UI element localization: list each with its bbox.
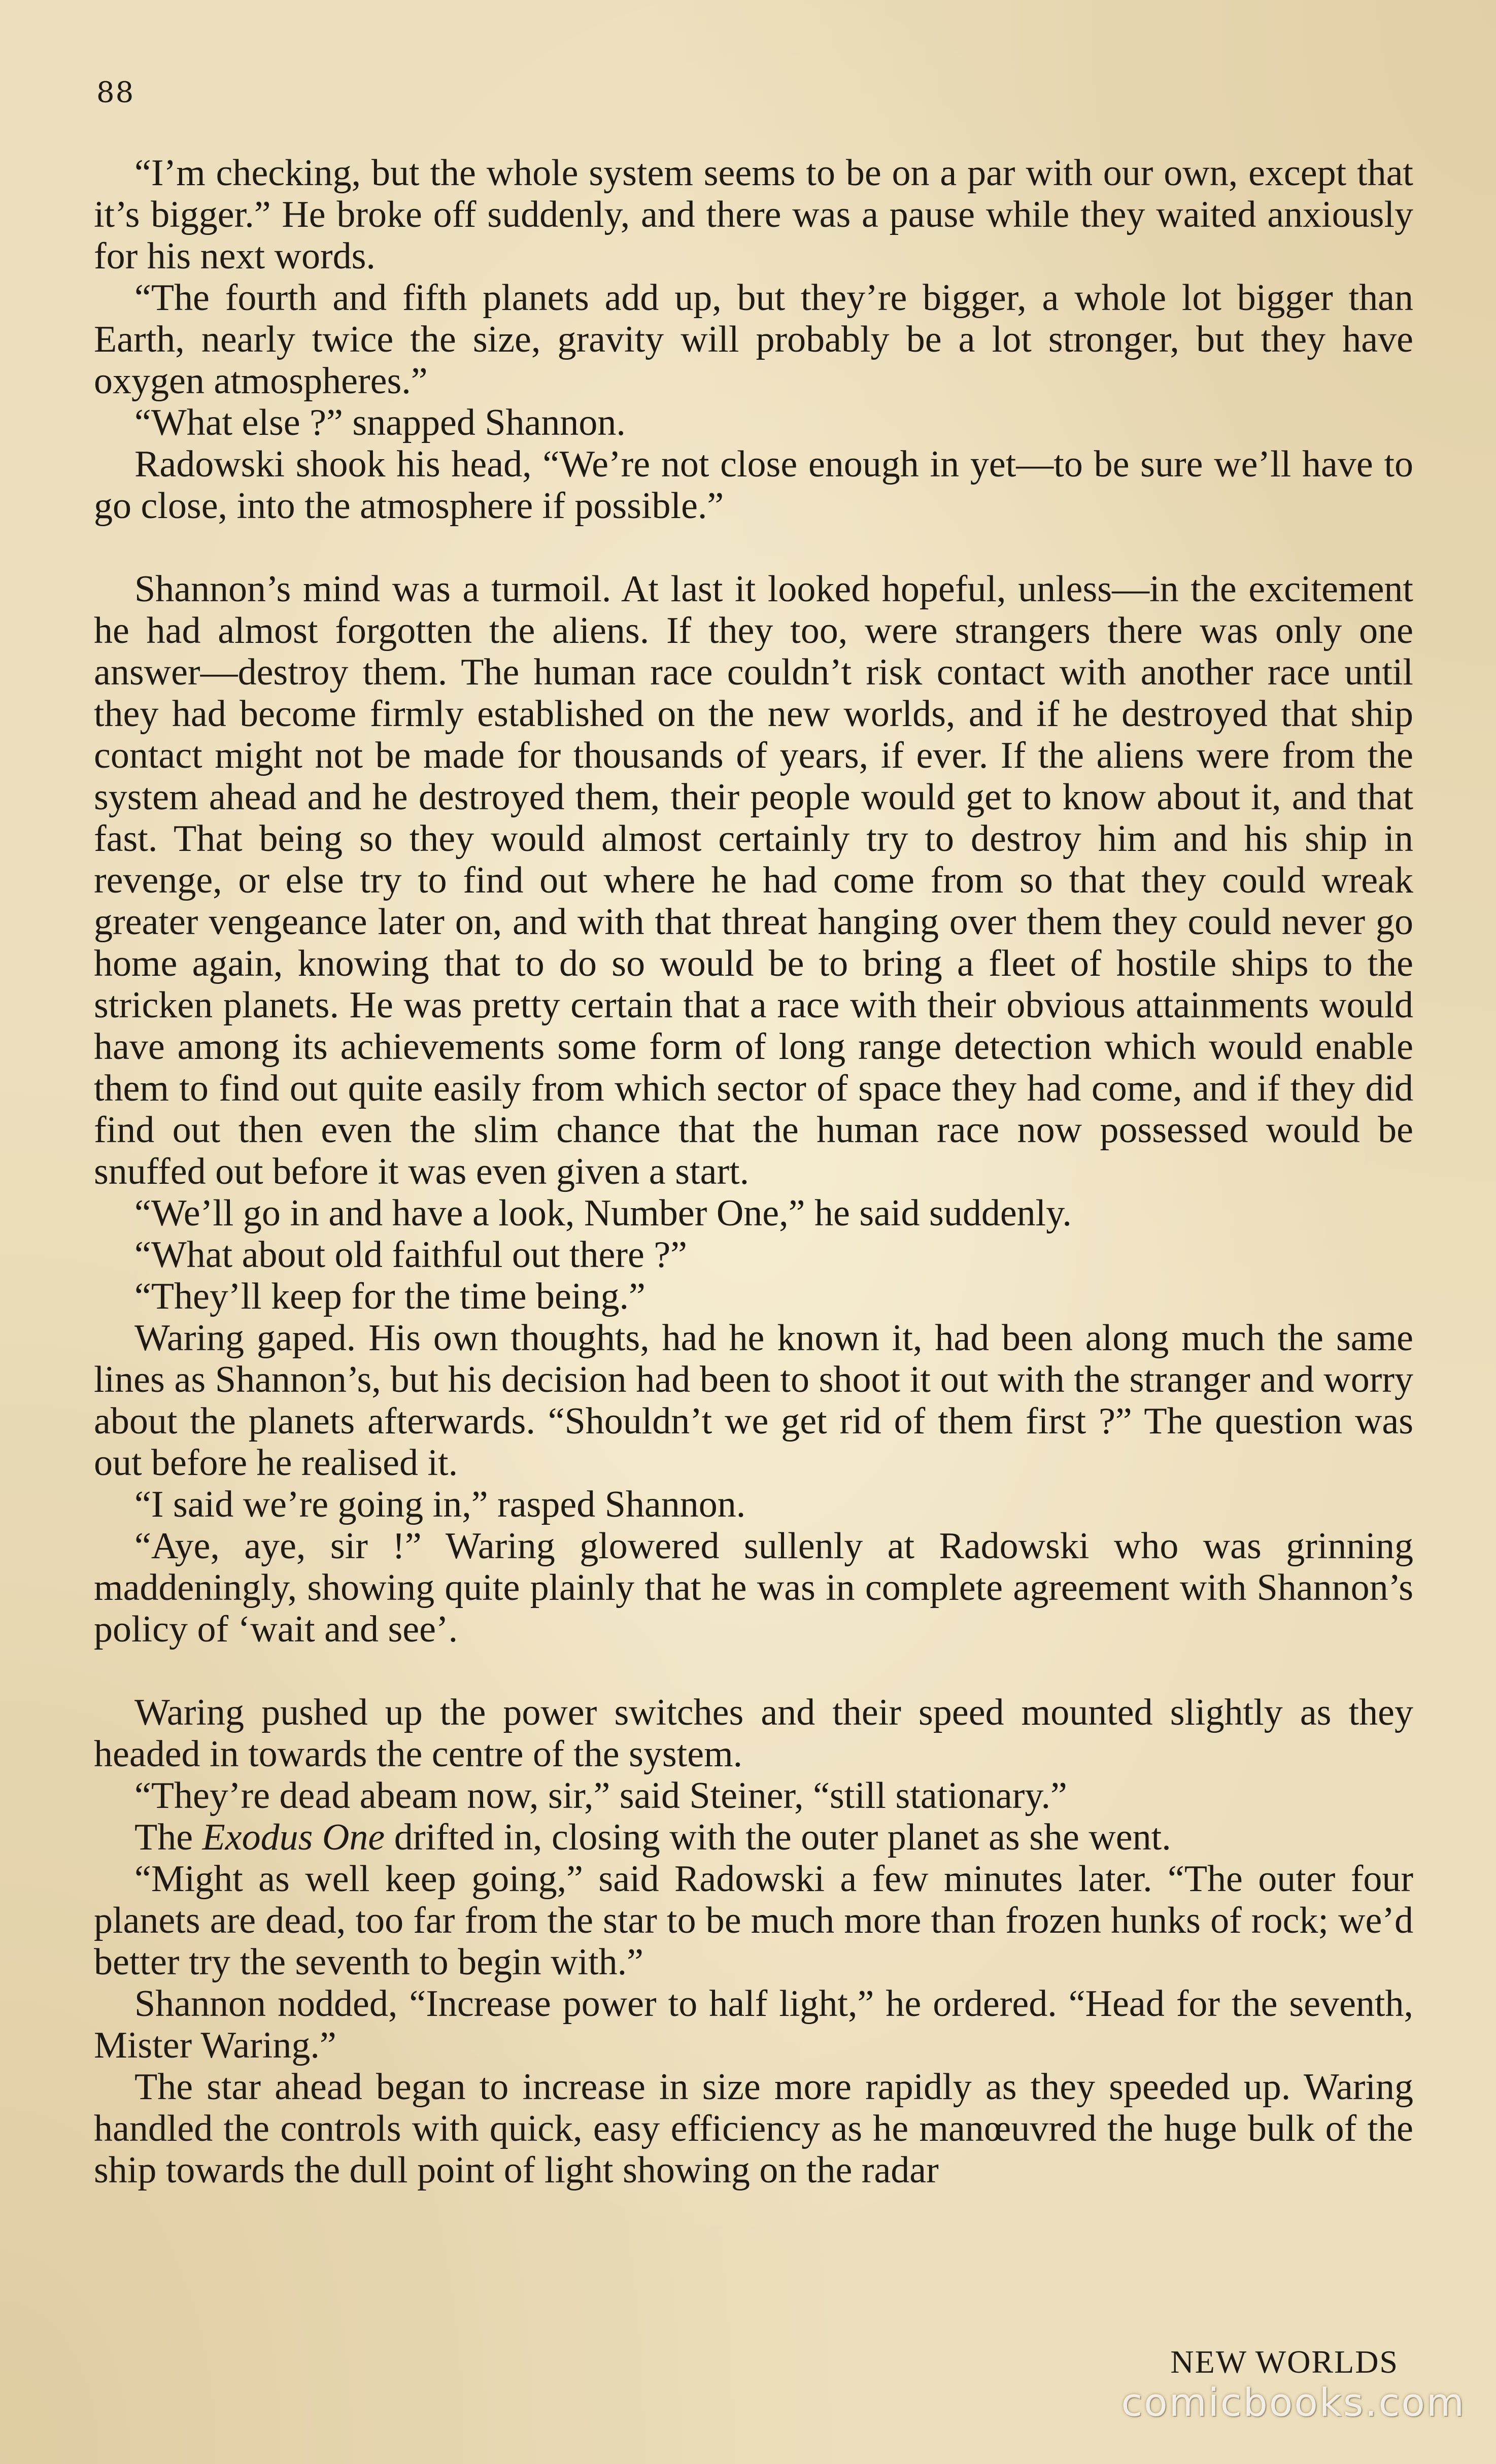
paragraph: “What else ?” snapped Shannon.	[134, 402, 626, 443]
watermark: comicbooks.com	[1121, 2380, 1466, 2425]
paragraph: “I’m checking, but the whole system seems to be on a par with our own, except that it’s bigger.” He broke off suddenly, and there was a pause while they waited anxiously for his next words.	[94, 152, 1413, 277]
paragraph: Radowski shook his head, “We’re not close enough in yet—to be sure we’ll have to go close, into the atmosphere if possible.”	[94, 443, 1413, 527]
paragraph: “The fourth and fifth planets add up, but they’re bigger, a whole lot bigger than Earth, nearly twice the size, gravity will probably be a lot stronger, but they have oxygen atmospheres.”	[94, 277, 1413, 402]
paragraph	[94, 1817, 1413, 1858]
paragraph: “Aye, aye, sir !” Waring glowered sullenly at Radowski who was grinning maddeningly, showing quite plainly that he was in complete agreement with Shannon’s policy of ‘wait and see’.	[94, 1525, 1413, 1650]
paragraph: “What about old faithful out there ?”	[134, 1234, 688, 1276]
paragraph: “We’ll go in and have a look, Number One,” he said suddenly.	[134, 1192, 1072, 1234]
paragraph: Shannon’s mind was a turmoil. At last it looked hopeful, unless—in the excitement he had almost forgotten the aliens. If they too, were strangers there was only one answer—destroy them. The human race couldn’t risk contact with another race until they had become firmly established on the new worlds, and if he destroyed that ship contact might not be made for thousands of years, if ever. If the aliens were from the system ahead and he destroyed them, their people would get to know about it, and that fast. That being so they would almost certainly try to destroy him and his ship in revenge, or else try to find out where he had come from so that they could wreak greater vengeance later on, and with that threat hanging over them they could never go home again, knowing that to do so would be to bring a fleet of hostile ships to the stricken planets. He was pretty certain that a race with their obvious attainments would have among its achievements some form of long range detection which would enable them to find out quite easily from which sector of space they had come, and if they did find out then even the slim chance that the human race now possessed would be snuffed out before it was even given a start.	[94, 568, 1413, 1192]
paragraph: Shannon nodded, “Increase power to half light,” he ordered. “Head for the seventh, Mister Waring.”	[94, 1983, 1413, 2066]
paragraph: “They’re dead abeam now, sir,” said Steiner, “still stationary.”	[134, 1775, 1067, 1817]
paragraph: “They’ll keep for the time being.”	[134, 1276, 645, 1317]
story-text	[94, 152, 1413, 2191]
page-number: 88	[96, 76, 135, 109]
running-foot-title: NEW WORLDS	[1170, 2344, 1399, 2380]
paragraph: The star ahead began to increase in size more rapidly as they speeded up. Waring handled the controls with quick, easy efficiency as he manœuvred the huge bulk of the ship towards the dull point of light showing on the radar	[94, 2066, 1413, 2191]
paragraph: Waring gaped. His own thoughts, had he known it, had been along much the same lines as Shannon’s, but his decision had been to shoot it out with the stranger and worry about the planets afterwards. “Shouldn’t we get rid of them first ?” The question was out before he realised it.	[94, 1317, 1413, 1484]
paragraph: Waring pushed up the power switches and their speed mounted slightly as they headed in towards the centre of the system.	[94, 1692, 1413, 1775]
paragraph-tail: drifted in, closing with the outer planet as she went.	[385, 1817, 1171, 1858]
paragraph-lead: The	[134, 1817, 202, 1858]
paragraph: “I said we’re going in,” rasped Shannon.	[134, 1484, 746, 1525]
ship-name: Exodus One	[202, 1817, 385, 1858]
paragraph: “Might as well keep going,” said Radowski a few minutes later. “The outer four planets are dead, too far from the star to be much more than frozen hunks of rock; we’d better try the seventh to begin with.”	[94, 1858, 1413, 1983]
